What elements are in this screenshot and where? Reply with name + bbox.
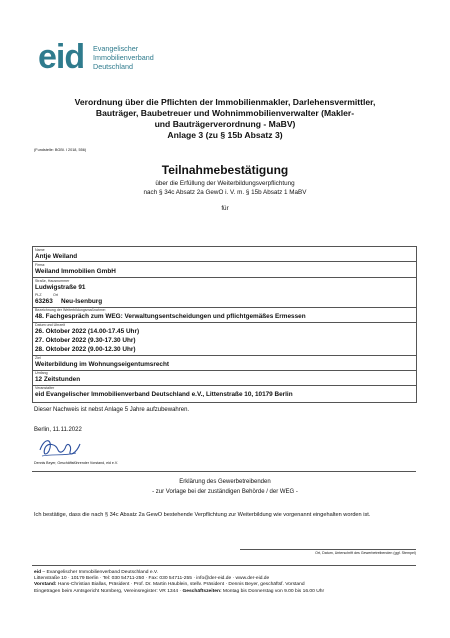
name-value: Antje Weiland [35,253,78,260]
logo-line-3: Deutschland [93,62,133,71]
divider [33,261,416,262]
signature-image [36,434,82,460]
strasse-label: Straße, Hausnummer [35,279,70,283]
ziel-label: Ziel [35,356,41,360]
footer-org: – Evangelischer Immobilienverband Deutschland e.V. [41,570,159,575]
firma-label: Firma: [35,263,46,267]
footer-brand: eid [34,570,42,575]
section-divider [32,471,416,472]
ort-label: Ort [53,293,58,297]
divider [33,277,416,278]
footer-register: Eingetragen beim Amtsgericht Nürnberg, Vereinsregister: VR 1344 · [34,588,183,594]
footer-vorstand-label: Vorstand: [34,582,57,588]
ziel-value: Weiterbildung im Wohnungseigentumsrecht [35,361,169,368]
divider [33,322,416,323]
regulation-line-3: und Bauträgerverordnung - MaBV) [154,119,296,129]
umfang-label: Umfang [35,371,48,375]
datum-value-1: 26. Oktober 2022 (14.00-17.45 Uhr) [35,328,140,335]
regulation-line-4: Anlage 3 (zu § 15b Absatz 3) [167,130,283,140]
fuer-label: für [221,205,229,212]
logo-wordmark [93,44,154,71]
declaration-subtitle: - zur Vorlage bei der zuständigen Behörde / der WEG - [152,489,298,495]
retention-note: Dieser Nachweis ist nebst Anlage 5 Jahre aufzubewahren. [34,407,190,413]
signature-line-caption: Ort, Datum, Unterschrift des Gewerbetreibenden (ggf. Stempel) [315,551,416,555]
footer-line-2: Littenstraße 10 · 10179 Berlin · Tel: 030 54711-250 · Fax: 030 54711-255 · info@der-eid.de · www.der-eid.de [34,576,270,582]
umfang-value: 12 Zeitstunden [35,376,81,383]
datum-value-3: 28. Oktober 2022 (9.00-12.30 Uhr) [35,346,136,353]
veranstalter-label: Veranstalter [35,386,55,390]
signature-line [240,549,416,550]
footer-line-4 [34,589,424,595]
footer-divider [32,565,416,566]
eid-logo: eid [38,38,85,76]
bezeichnung-value: 48. Fachgespräch zum WEG: Verwaltungsentscheidungen und pflichtgemäßes Ermessen [35,313,306,320]
divider [33,385,416,386]
veranstalter-value: eid Evangelischer Immobilienverband Deutschland e.V., Littenstraße 10, 10179 Berlin [35,391,293,398]
participant-form [32,246,417,403]
datum-value-2: 27. Oktober 2022 (9.30-17.30 Uhr) [35,337,136,344]
fundstelle-note: (Fundstelle: BGBl. I 2018, 556) [34,148,87,152]
divider [33,355,416,356]
name-label: Name [35,248,45,252]
bezeichnung-label: Bezeichnung der Weiterbildungsmaßnahme: [35,308,106,312]
ort-value: Neu-Isenburg [61,298,103,305]
document-title: Teilnahmebestätigung [161,163,289,177]
footer [34,570,424,595]
issue-date: Berlin, 11.11.2022 [34,427,82,433]
footer-hours: Montag bis Donnerstag von 9.00 bis 16.00 Uhr [221,588,325,594]
firma-value: Weiland Immobilien GmbH [35,268,116,275]
footer-hours-label: Geschäftszeiten: [182,588,222,594]
declaration-title: Erklärung des Gewerbetreibenden [179,479,271,485]
document-subtitle-2: nach § 34c Absatz 2a GewO i. V. m. § 15b Absatz 1 MaBV [143,189,307,196]
regulation-header [40,97,410,141]
footer-vorstand: Hans-Christian Biallas, Präsident · Prof. Dr. Martin Häublein, stellv. Präsident · Dennis Beyer, geschäftsf. Vorstand [56,582,305,588]
strasse-value: Ludwigstraße 91 [35,284,86,291]
document-subtitle-1: über die Erfüllung der Weiterbildungsverpflichtung [155,180,295,187]
signature-caption: Dennis Beyer, Geschäftsführender Vorstand, eid e.V. [34,461,118,465]
regulation-line-1: Verordnung über die Pflichten der Immobilienmakler, Darlehensvermittler, [74,97,376,107]
declaration-text: Ich bestätige, dass die nach § 34c Absatz 2a GewO bestehende Verpflichtung zur Weiterbildung wie vorgenannt eingehalten worden ist. [34,512,371,518]
logo-line-2: Immobilienverband [93,53,154,62]
divider [33,370,416,371]
datum-label: Datum und Uhrzeit [35,323,65,327]
logo-line-1: Evangelischer [93,44,139,53]
regulation-line-2: Bauträger, Baubetreuer und Wohnimmobilienverwalter (Makler- [95,108,355,118]
plz-value: 63263 [35,298,53,305]
plz-label: PLZ [35,293,42,297]
